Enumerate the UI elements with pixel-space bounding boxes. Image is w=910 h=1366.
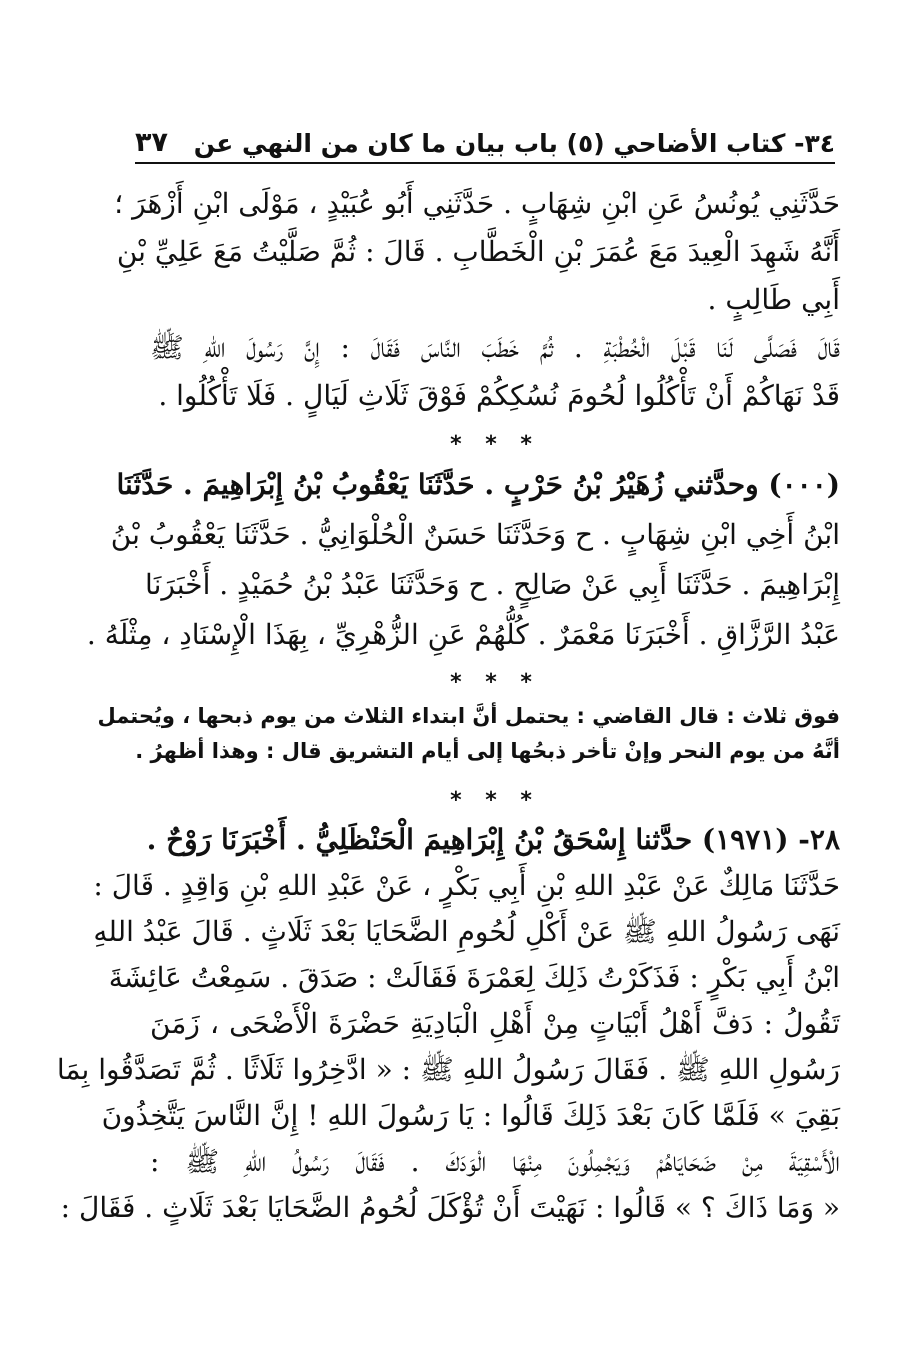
text-line: حَدَّثَنِي يُونُسُ عَنِ ابْنِ شِهَابٍ . حَدَّثَنِي أَبُو عُبَيْدٍ ، مَوْلَى ابْنِ أَزْهَرَ ؛ <box>114 187 840 220</box>
hadith-line: تَقُولُ : دَفَّ أَهْلُ أَبْيَاتٍ مِنْ أَهْلِ الْبَادِيَةِ حَضْرَةَ الْأَضْحَى ، زَمَنَ <box>150 1007 840 1040</box>
text-line: أَبِي طَالِبٍ . <box>707 283 840 316</box>
text-line: قَدْ نَهَاكُمْ أَنْ تَأْكُلُوا لُحُومَ نُسُكِكُمْ فَوْقَ ثَلَاثِ لَيَالٍ . فَلَا تَأْكُلُوا . <box>158 379 840 412</box>
section-separator: * * * <box>450 788 540 813</box>
hadith-line: حَدَّثَنَا مَالِكٌ عَنْ عَبْدِ اللهِ بْنِ أَبِي بَكْرٍ ، عَنْ عَبْدِ اللهِ بْنِ وَاقِدٍ . قَالَ : <box>93 869 840 902</box>
hadith-line: نَهَى رَسُولُ اللهِ ﷺ عَنْ أَكْلِ لُحُومِ الضَّحَايَا بَعْدَ ثَلَاثٍ . قَالَ عَبْدُ اللهِ <box>93 915 840 948</box>
hadith-line: ابْنُ أَخِي ابْنِ شِهَابٍ . ح وَحَدَّثَنَا حَسَنٌ الْحُلْوَانِيُّ . حَدَّثَنَا يَعْقُوبُ بْنُ <box>110 518 840 551</box>
hadith-line: (٠٠٠) وحدَّثني زُهَيْرُ بْنُ حَرْبٍ . حَدَّثَنَا يَعْقُوبُ بْنُ إِبْرَاهِيمَ . حَدَّثَنَا <box>116 468 840 501</box>
hadith-line: ابْنُ أَبِي بَكْرٍ : فَذَكَرْتُ ذَلِكَ لِعَمْرَةَ فَقَالَتْ : صَدَقَ . سَمِعْتُ عَائِشَةَ <box>108 961 840 994</box>
page-number: ٣٧ <box>135 127 168 158</box>
hadith-line: الْأَسْقِيَةَ مِنْ ضَحَايَاهُمْ وَيَجْمِلُونَ مِنْهَا الْوَدَكَ . فَقَالَ رَسُولُ اللهِ ﷺ : <box>150 1145 840 1178</box>
section-separator: * * * <box>450 670 540 695</box>
hadith-line: رَسُولِ اللهِ ﷺ . فَقَالَ رَسُولُ اللهِ ﷺ : « ادَّخِرُوا ثَلَاثًا . ثُمَّ تَصَدَّقُوا بِمَا <box>56 1053 840 1086</box>
hadith-line: بَقِيَ » فَلَمَّا كَانَ بَعْدَ ذَلِكَ قَالُوا : يَا رَسُولَ اللهِ ! إِنَّ النَّاسَ يَتَّخِذُونَ <box>101 1099 840 1132</box>
section-separator: * * * <box>450 432 540 457</box>
commentary-line: فوق ثلاث : قال القاضي : يحتمل أنَّ ابتداء الثلاث من يوم ذبحها ، ويُحتمل <box>97 704 840 728</box>
text-line: أَنَّهُ شَهِدَ الْعِيدَ مَعَ عُمَرَ بْنِ الْخَطَّابِ . قَالَ : ثُمَّ صَلَّيْتُ مَعَ عَلِيِّ بْنِ <box>116 235 840 268</box>
chapter-title: ٣٤- كتاب الأضاحي (٥) باب بيان ما كان من النهي عن <box>193 129 835 158</box>
hadith-line: عَبْدُ الرَّزَّاقِ . أَخْبَرَنَا مَعْمَرٌ . كُلُّهُمْ عَنِ الزُّهْرِيِّ ، بِهَذَا الْإِسْنَادِ ، مِثْلَهُ . <box>86 618 840 651</box>
running-header <box>135 118 835 164</box>
hadith-line: ٢٨- (١٩٧١) حدَّثنا إِسْحَقُ بْنُ إِبْرَاهِيمَ الْحَنْظَلِيُّ . أَخْبَرَنَا رَوْحٌ . <box>146 823 840 856</box>
hadith-line: « وَمَا ذَاكَ ؟ » قَالُوا : نَهَيْتَ أَنْ تُؤْكَلَ لُحُومُ الضَّحَايَا بَعْدَ ثَلَاثٍ . فَقَالَ : <box>60 1191 840 1224</box>
hadith-line: إِبْرَاهِيمَ . حَدَّثَنَا أَبِي عَنْ صَالِحٍ . ح وَحَدَّثَنَا عَبْدُ بْنُ حُمَيْدٍ . أَخْبَرَنَا <box>145 568 840 601</box>
commentary-line: أنَّهُ من يوم النحر وإنْ تأخر ذبحُها إلى أيام التشريق قال : وهذا أظهرُ . <box>135 739 840 763</box>
text-line: قَالَ فَصَلَّى لَنَا قَبْلَ الْخُطْبَةِ . ثُمَّ خَطَبَ النَّاسَ فَقَالَ : إِنَّ رَسُولَ اللهِ ﷺ <box>150 331 840 364</box>
